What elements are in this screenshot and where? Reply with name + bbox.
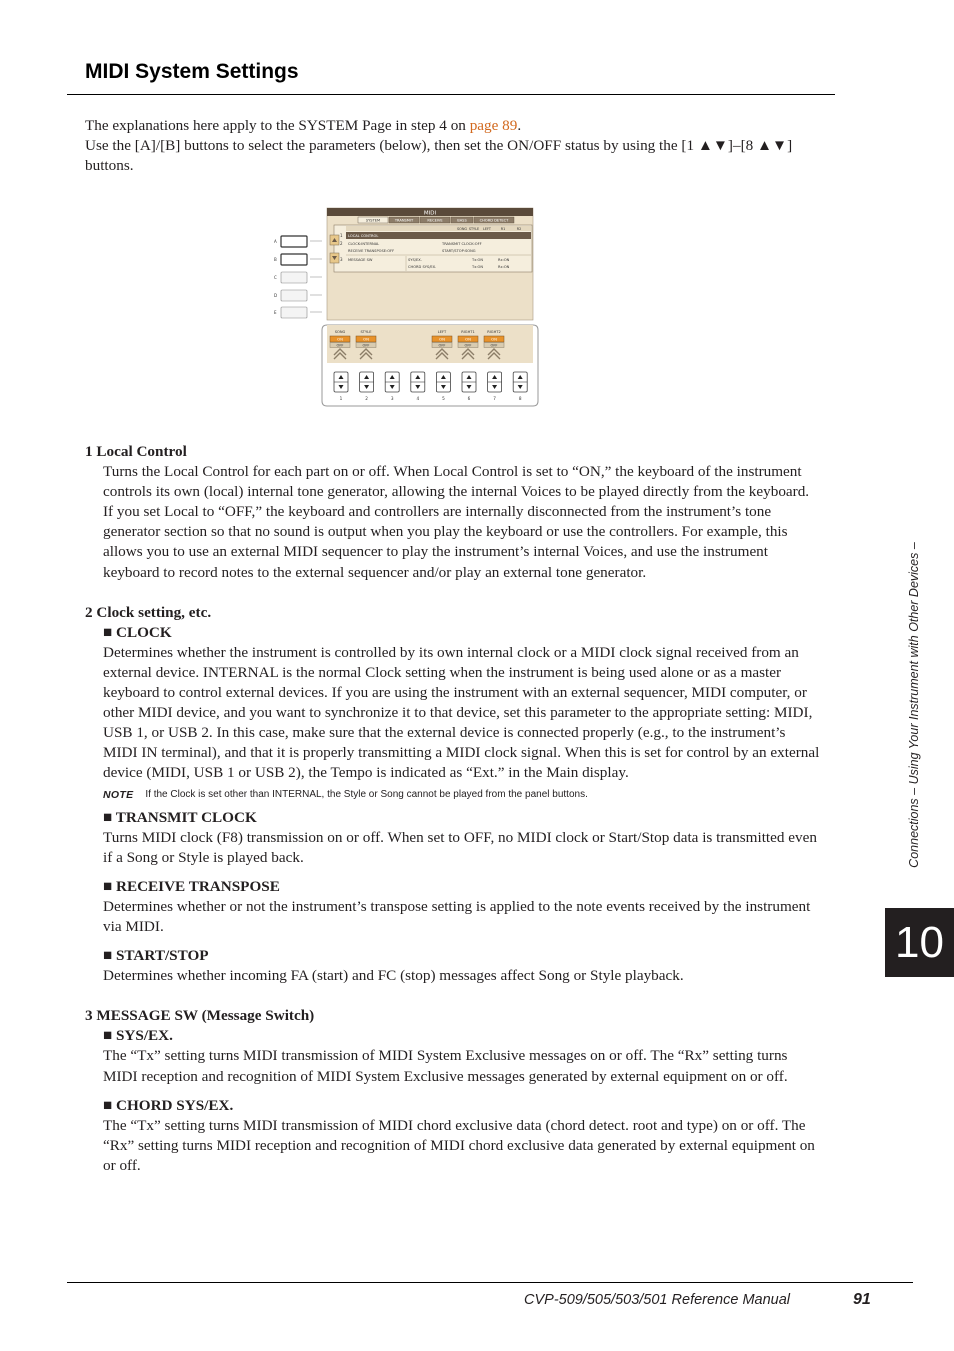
lcd-row-label[interactable]: CLOCK:INTERNAL [348,242,380,246]
body-text [85,442,820,1176]
page-89-link[interactable]: page 89 [469,117,518,134]
lcd-tab-system[interactable] [358,217,388,223]
svg-text:1: 1 [339,396,343,401]
sysex-heading: ■ SYS/EX. [103,1027,173,1045]
receive-transpose-text: Determines whether or not the instrument’s transpose setting is applied to the note events received by the instrument via MIDI. [103,897,811,935]
scroll-down-button[interactable] [330,253,339,263]
svg-text:A: A [274,239,277,244]
lcd-column-header: STYLE [468,227,480,231]
intro-text-after-link: . [517,117,522,134]
svg-text:CHORD DETECT: CHORD DETECT [479,218,509,223]
svg-text:ON: ON [465,336,471,342]
lcd-tab-transmit[interactable] [389,217,419,223]
clock-text: Determines whether the instrument is controlled by its own internal clock or a MIDI clock signal received from an external device. INTERNAL is the normal Clock setting when the instrument is being used alone or as a master keyboard to control external devices. If you are using the instrument with an external sequencer, MIDI computer, or other MIDI device, and you want to synchronize it to that device, set this parameter to the appropriate setting: MIDI, USB 1, or USB 2. In this case, make sure that the external device is connected properly (e.g., to the instrument’s MIDI IN terminal), and that it is properly transmitting a MIDI clock signal. When this is set for control by an external device (MIDI, USB 1 or USB 2), the Tempo is indicated as “Ext.” in the Main display. [103,643,820,782]
start-stop-text: Determines whether incoming FA (start) and FC (stop) messages affect Song or Style playback. [103,967,684,985]
button-d[interactable] [274,290,322,301]
svg-text:RIGHT2: RIGHT2 [487,330,501,334]
note-text: If the Clock is set other than INTERNAL, the Style or Song cannot be played from the panel buttons. [145,788,588,800]
svg-text:4: 4 [416,396,420,401]
svg-text:ON: ON [491,336,497,342]
section-3-heading: 3 MESSAGE SW (Message Switch) [85,1007,315,1025]
lcd-row-label[interactable]: MESSAGE SW [348,258,373,262]
section-1-heading: 1 Local Control [85,443,187,460]
svg-text:D: D [274,293,278,298]
button-e[interactable] [274,307,322,318]
button-c[interactable] [274,272,322,283]
svg-text:3: 3 [390,396,394,401]
lcd-tx-value[interactable]: Tx:ON [472,258,484,262]
svg-text:OFF: OFF [438,343,446,348]
lcd-row-number: 3 [340,257,343,262]
svg-text:OFF: OFF [464,343,472,348]
svg-text:OFF: OFF [490,343,498,348]
svg-text:2: 2 [365,396,368,401]
button-b[interactable] [274,254,322,265]
lcd-rx-value[interactable]: Rx:ON [498,258,510,262]
svg-text:BASS: BASS [457,218,467,223]
midi-system-screen-illustration [262,205,542,410]
lcd-column-header: LEFT [483,227,491,231]
svg-text:OFF: OFF [362,343,370,348]
lcd-row-label[interactable]: RECEIVE TRANSPOSE:OFF [348,249,395,253]
lcd-tab-receive[interactable] [420,217,450,223]
lcd-tab-bass[interactable] [451,217,473,223]
svg-text:STYLE: STYLE [360,330,372,334]
section-1-text: Turns the Local Control for each part on or off. When Local Control is set to “ON,” the keyboard of the instrument controls its own (local) internal tone generator, allowing the internal Voices to be played directly from the keyboard. If you set Local to “OFF,” the keyboard and controllers are internally disconnected from the instrument’s tone generator section so that no sound is output when you play the keyboard or use the controllers. For example, this allows you to use an external MIDI sequencer to play the instrument’s internal Voices, and use the instrument keyboard to record notes to the external sequencer and/or play an external tone generator. [103,463,810,581]
lcd-tabs [358,217,514,223]
section-2-heading: 2 Clock setting, etc. [85,603,212,621]
lcd-column-header: SONG [457,227,467,231]
note-box [103,788,820,802]
lcd-row-value[interactable]: SYS/EX. [408,258,422,262]
note-tag: NOTE [103,788,134,801]
lcd-row-number: 1 [340,233,343,238]
footer-rule [67,1282,913,1283]
chord-sysex-heading: ■ CHORD SYS/EX. [103,1096,234,1114]
svg-text:LEFT: LEFT [437,330,447,334]
page-title: MIDI System Settings [85,60,299,83]
clock-heading: ■ CLOCK [103,623,172,641]
lcd-column-header: R1 [500,227,506,231]
svg-text:5: 5 [442,396,445,401]
page-number: 91 [853,1291,871,1308]
lcd-tab-chord-detect[interactable] [474,217,514,223]
chord-sysex-text: The “Tx” setting turns MIDI transmission of MIDI chord exclusive data (chord detect. root and type) on or off. The “Rx” setting turns MIDI reception and recognition of MIDI chord exclusive data generated by external equipment on or off. [103,1116,815,1174]
intro-line-2: Use the [A]/[B] buttons to select the parameters (below), then set the ON/OFF status by using the [1 ▲▼]–[8 ▲▼] buttons. [85,137,793,174]
sysex-text: The “Tx” setting turns MIDI transmission of MIDI System Exclusive messages on or off. The “Rx” setting turns MIDI reception and recognition of MIDI System Exclusive messages generated by external equipment on or off. [103,1047,788,1085]
lcd-column-header: R2 [516,227,522,231]
svg-text:OFF: OFF [336,343,344,348]
svg-text:RECEIVE: RECEIVE [427,218,443,223]
svg-text:6: 6 [467,396,471,401]
svg-text:C: C [274,275,277,280]
receive-transpose-heading: ■ RECEIVE TRANSPOSE [103,877,280,895]
start-stop-heading: ■ START/STOP [103,947,209,965]
side-buttons [274,236,322,318]
svg-text:ON: ON [363,336,369,342]
transmit-clock-heading: ■ TRANSMIT CLOCK [103,808,257,826]
svg-text:E: E [274,310,277,315]
svg-text:ON: ON [439,336,445,342]
lcd-row-value[interactable]: TRANSMIT CLOCK:OFF [442,242,482,246]
svg-text:ON: ON [337,336,343,342]
scroll-up-button[interactable] [330,235,339,245]
side-caption-text: Connections – Using Your Instrument with Other Devices – [907,542,921,868]
button-a[interactable] [274,236,322,247]
svg-text:RIGHT1: RIGHT1 [461,330,475,334]
svg-text:SYSTEM: SYSTEM [365,218,381,223]
side-caption [903,510,925,900]
intro-text [85,116,820,176]
title-rule [67,94,835,95]
lcd-row-value[interactable]: CHORD SYS/EX. [408,265,437,269]
lcd-header-title: MIDI [423,210,437,217]
lcd-row-label[interactable]: LOCAL CONTROL [348,234,379,238]
intro-text-before-link: The explanations here apply to the SYSTEM Page in step 4 on [85,117,470,134]
lcd-row-number: 2 [340,241,343,246]
svg-text:TRANSMIT: TRANSMIT [394,218,414,223]
svg-text:7: 7 [493,396,496,401]
footer-manual-title: CVP-509/505/503/501 Reference Manual [524,1292,791,1308]
lcd-tx-value[interactable]: Tx:ON [472,265,484,269]
lcd-rx-value[interactable]: Rx:ON [498,265,510,269]
lcd-row-value[interactable]: START/STOP:SONG [442,249,476,253]
chapter-tab: 10 [885,908,954,977]
svg-text:8: 8 [518,396,522,401]
svg-text:B: B [274,257,277,262]
svg-text:SONG: SONG [334,330,346,334]
transmit-clock-text: Turns MIDI clock (F8) transmission on or off. When set to OFF, no MIDI clock or Start/Stop data is transmitted even if a Song or Style is played back. [103,828,817,866]
